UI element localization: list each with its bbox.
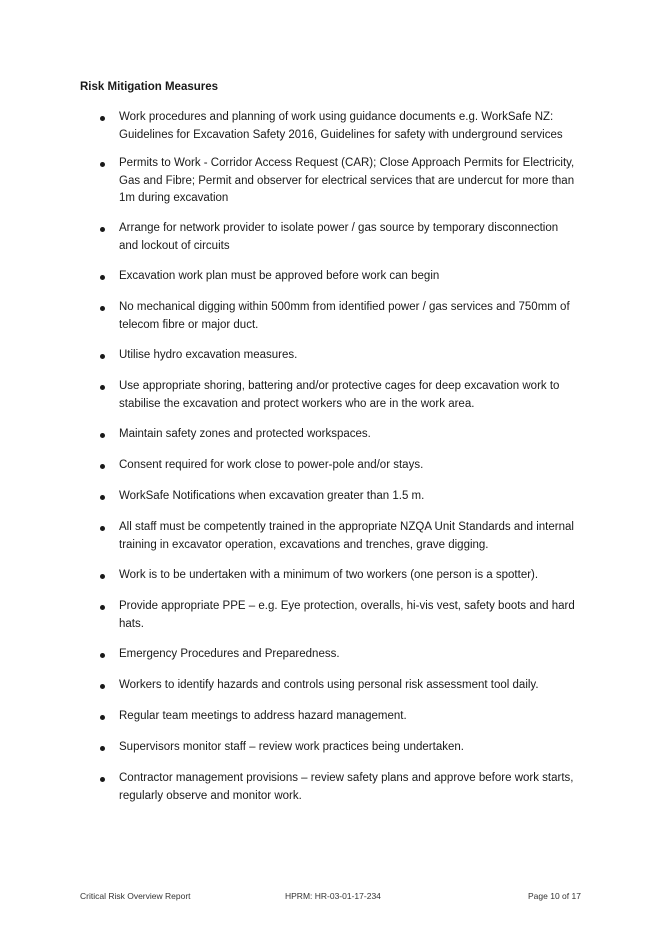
bullet-icon (100, 162, 105, 167)
list-item-text: Supervisors monitor staff – review work practices being undertaken. (119, 741, 464, 753)
bullet-icon (100, 306, 105, 311)
list-item-text: WorkSafe Notifications when excavation greater than 1.5 m. (119, 490, 425, 502)
list-item-text: Contractor management provisions – review safety plans and approve before work starts, regularly observe and monitor work. (119, 772, 574, 802)
bullet-icon (100, 574, 105, 579)
list-item-text: Utilise hydro excavation measures. (119, 349, 298, 361)
list-item-text: Excavation work plan must be approved before work can begin (119, 270, 440, 282)
list-item-text: Maintain safety zones and protected workspaces. (119, 428, 371, 440)
bullet-icon (100, 275, 105, 280)
list-item-text: No mechanical digging within 500mm from identified power / gas services and 750mm of telecom fibre or major duct. (119, 301, 570, 331)
bullet-icon (100, 777, 105, 782)
section-heading: Risk Mitigation Measures (80, 81, 219, 93)
list-item-text: Work procedures and planning of work using guidance documents e.g. WorkSafe NZ: Guidelines for Excavation Safety 2016, Guidelines for safety with underground services (119, 111, 563, 141)
bullet-icon (100, 116, 105, 121)
list-item-text: Use appropriate shoring, battering and/or protective cages for deep excavation work to stabilise the excavation and protect workers who are in the work area. (119, 380, 560, 410)
bullet-icon (100, 746, 105, 751)
bullet-icon (100, 605, 105, 610)
list-item-text: Consent required for work close to power-pole and/or stays. (119, 459, 424, 471)
list-item-text: Work is to be undertaken with a minimum of two workers (one person is a spotter). (119, 569, 539, 581)
list-item-text: All staff must be competently trained in the appropriate NZQA Unit Standards and internal training in excavator operation, excavations and trenches, grave digging. (119, 521, 574, 551)
bullet-icon (100, 684, 105, 689)
list-item-text: Provide appropriate PPE – e.g. Eye protection, overalls, hi-vis vest, safety boots and hard hats. (119, 600, 575, 630)
footer-page-number: Page 10 of 17 (528, 891, 581, 901)
bullet-icon (100, 385, 105, 390)
list-item-text: Emergency Procedures and Preparedness. (119, 648, 340, 660)
bullet-icon (100, 653, 105, 658)
bullet-icon (100, 464, 105, 469)
bullet-icon (100, 495, 105, 500)
bullet-icon (100, 526, 105, 531)
bullet-icon (100, 433, 105, 438)
list-item-text: Workers to identify hazards and controls using personal risk assessment tool daily. (119, 679, 539, 691)
bullet-icon (100, 227, 105, 232)
footer-hprm-reference: HPRM: HR-03-01-17-234 (285, 891, 381, 901)
list-item-text: Regular team meetings to address hazard management. (119, 710, 407, 722)
list-item-text: Arrange for network provider to isolate power / gas source by temporary disconnection and lockout of circuits (119, 222, 559, 252)
footer-report-title: Critical Risk Overview Report (80, 891, 191, 901)
list-item-text: Permits to Work - Corridor Access Request (CAR); Close Approach Permits for Electricity, Gas and Fibre; Permit and observer for electrical services that are undercut for more than 1m during excavation (119, 157, 575, 204)
bullet-icon (100, 354, 105, 359)
bullet-icon (100, 715, 105, 720)
